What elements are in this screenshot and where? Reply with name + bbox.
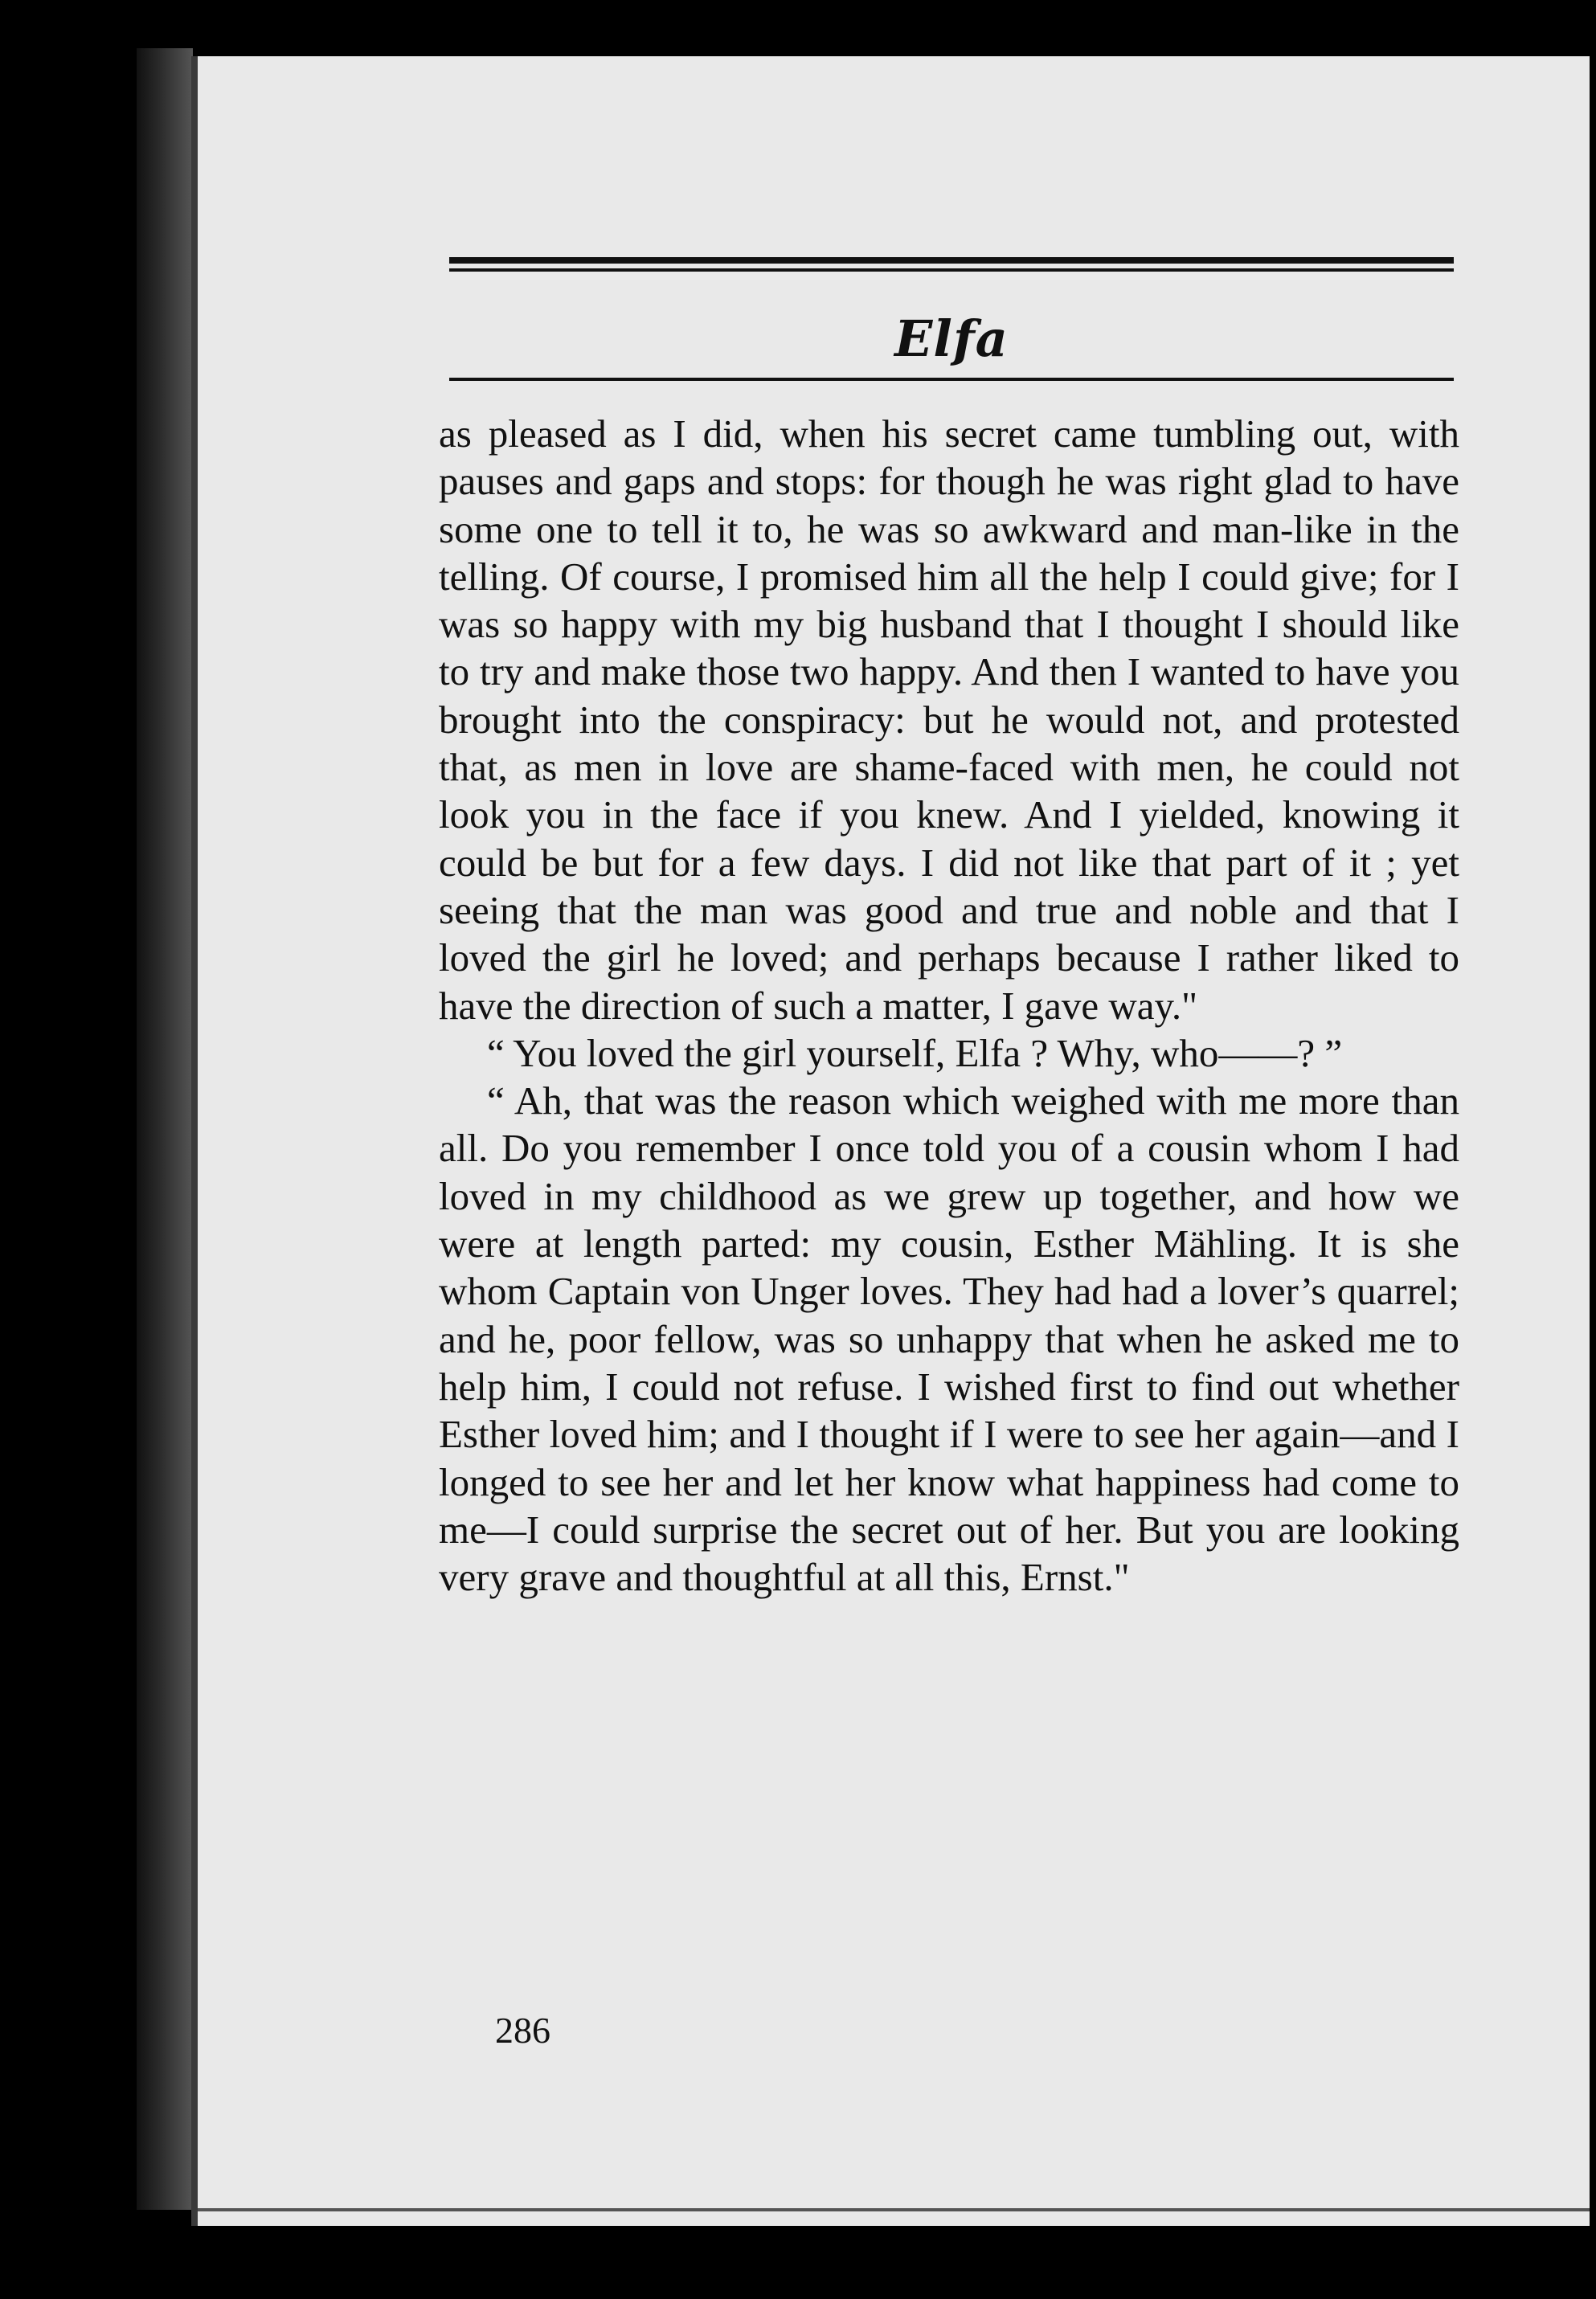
body-text	[439, 410, 1459, 1601]
page-number: 286	[495, 2010, 550, 2051]
book-page	[191, 56, 1590, 2226]
head-rule	[449, 378, 1454, 381]
paragraph-2: “ You loved the girl yourself, Elfa ? Why, who——? ”	[487, 1030, 1343, 1075]
book-spine	[137, 48, 193, 2210]
page-bottom-edge	[198, 2208, 1590, 2211]
running-head: Elfa	[894, 309, 1009, 368]
paragraph-3: “ Ah, that was the reason which weighed with me more than all. Do you remember I once told you of a cousin whom I had loved in my childhood as we grew up together, and how we were at length parted: my cousin, Esther Mähling. It is she whom Captain von Unger loves. They had had a lover’s quarrel; and he, poor fellow, was so unhappy that when he asked me to help him, I could not refuse. I wished first to find out whether Esther loved him; and I thought if I were to see her again—and I longed to see her and let her know what happiness had come to me—I could surprise the secret out of her. But you are looking very grave and thoughtful at all this, Ernst."	[439, 1078, 1459, 1600]
paragraph-1: as pleased as I did, when his secret came tumbling out, with pauses and gaps and stops: for though he was right glad to have some one to tell it to, he was so awkward and man-like in the telling. Of course, I promised him all the help I could give; for I was so happy with my big husband that I thought I should like to try and make those two happy. And then I wanted to have you brought into the conspiracy: but he would not, and protested that, as men in love are shame-faced with men, he could not look you in the face if you knew. And I yielded, knowing it could be but for a few days. I did not like that part of it ; yet seeing that the man was good and true and noble and that I loved the girl he loved; and perhaps because I rather liked to have the direction of such a matter, I gave way."	[439, 411, 1459, 1028]
top-double-rule	[449, 257, 1454, 272]
